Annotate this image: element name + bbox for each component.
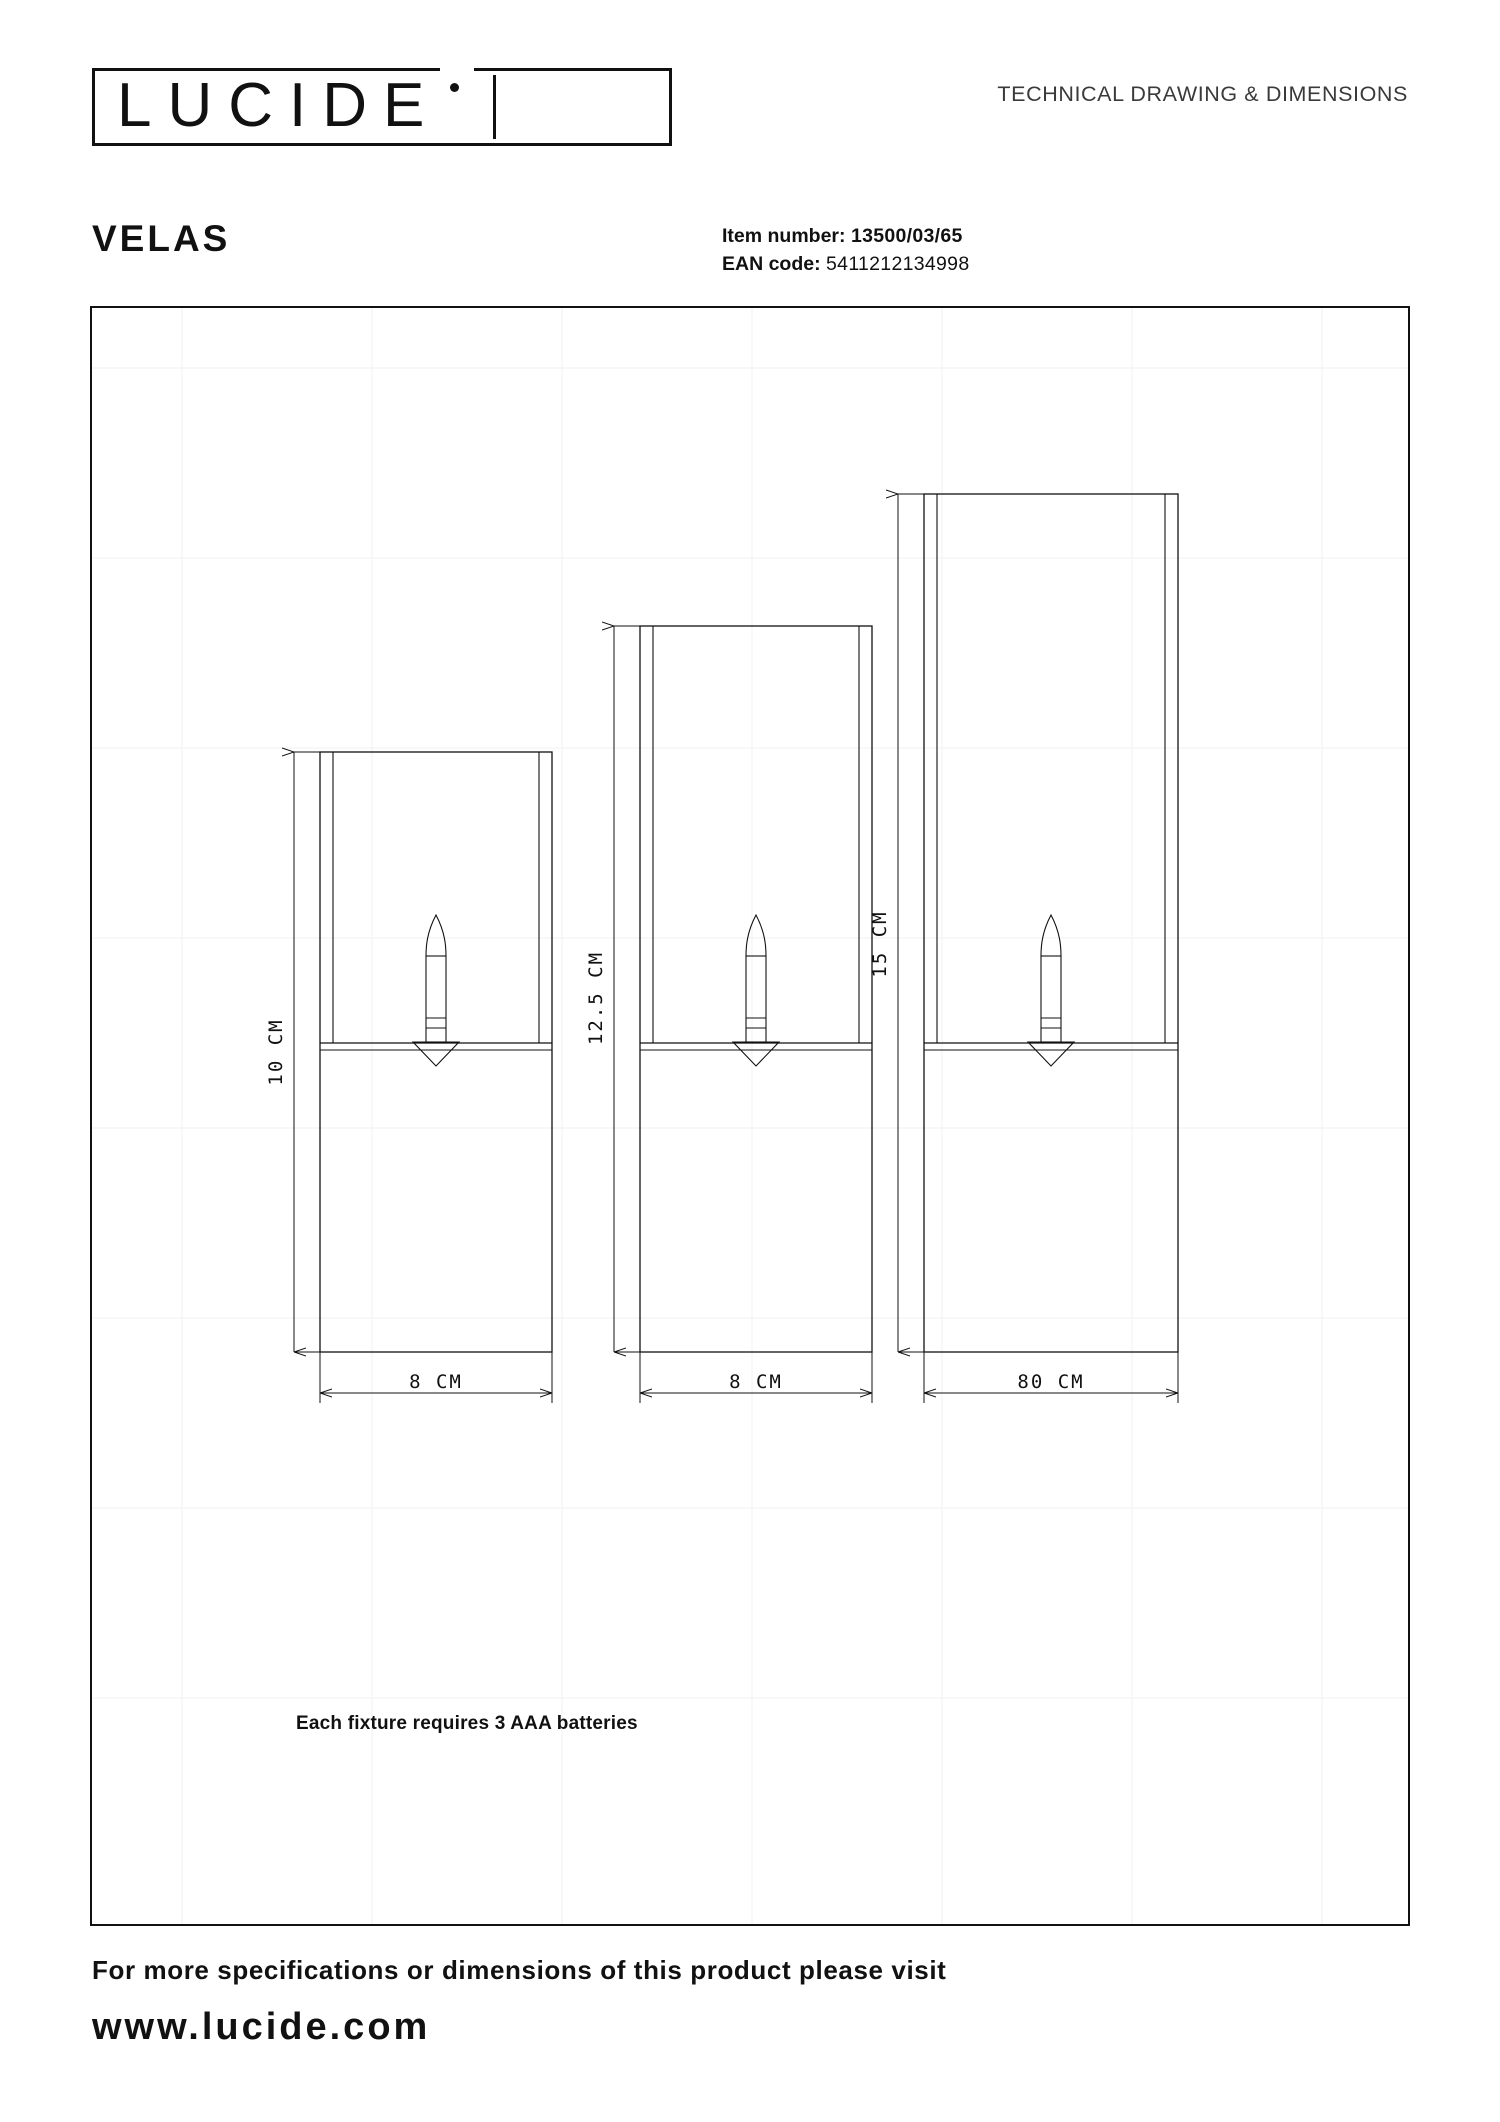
technical-drawing-frame xyxy=(90,306,1410,1926)
technical-drawing xyxy=(92,308,1408,1924)
header-subtitle: TECHNICAL DRAWING & DIMENSIONS xyxy=(997,82,1408,106)
logo-dot-icon xyxy=(450,83,459,92)
page-footer xyxy=(92,1955,1408,2049)
fixture-3-height-label: 15 CM xyxy=(869,910,891,978)
fixture-2 xyxy=(585,626,872,1403)
logo-divider xyxy=(493,75,496,139)
brand-logo xyxy=(92,68,672,146)
logo-notch xyxy=(440,65,474,77)
construction-grid xyxy=(92,308,1408,1924)
fixture-1-height-label: 10 CM xyxy=(265,1018,287,1086)
item-number-value: 13500/03/65 xyxy=(850,225,963,247)
page-title: VELAS xyxy=(92,218,231,259)
title-row xyxy=(92,218,1408,288)
ean-row xyxy=(722,250,969,278)
fixture-1 xyxy=(265,752,552,1403)
ean-value: 5411212134998 xyxy=(826,253,970,275)
item-number-row xyxy=(722,222,969,250)
brand-logo-text: LUCIDE xyxy=(117,71,441,141)
ean-label: EAN code: xyxy=(722,253,821,275)
fixture-2-width-label: 8 CM xyxy=(729,1371,783,1393)
product-meta xyxy=(722,222,969,278)
page-header xyxy=(92,68,1408,148)
item-number-label: Item number: xyxy=(722,225,846,247)
battery-note: Each fixture requires 3 AAA batteries xyxy=(296,1713,638,1734)
fixture-3-width-label: 80 CM xyxy=(1017,1371,1085,1393)
footer-website-link[interactable]: www.lucide.com xyxy=(92,2006,431,2048)
footer-text: For more specifications or dimensions of this product please visit xyxy=(92,1955,947,1985)
fixture-1-width-label: 8 CM xyxy=(409,1371,463,1393)
fixture-2-height-label: 12.5 CM xyxy=(585,950,607,1046)
